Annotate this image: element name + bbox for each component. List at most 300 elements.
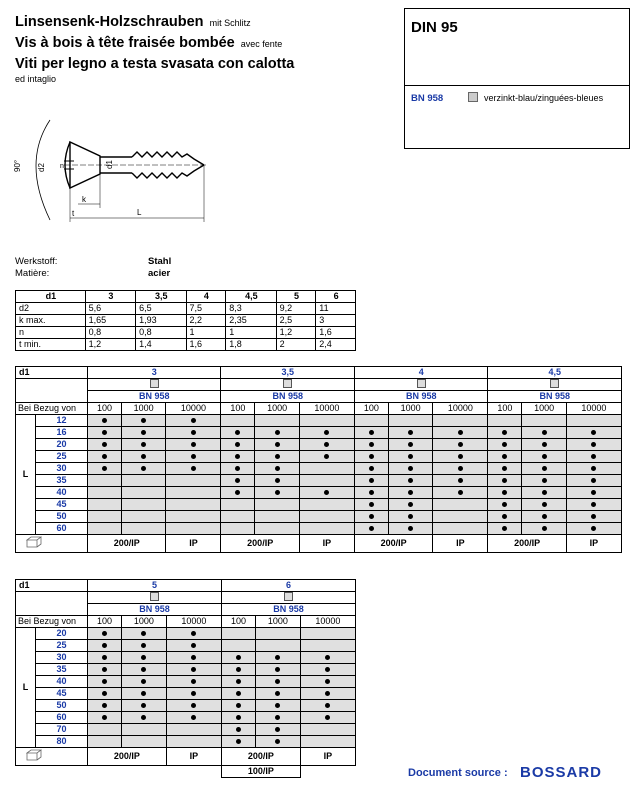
available-dot bbox=[408, 526, 413, 531]
available-dot bbox=[141, 643, 146, 648]
availability-cell bbox=[256, 652, 301, 664]
available-dot bbox=[369, 478, 374, 483]
availability-cell bbox=[300, 676, 355, 688]
availability-cell bbox=[433, 439, 488, 451]
availability-table-1 bbox=[15, 366, 622, 553]
available-dot bbox=[408, 466, 413, 471]
availability-cell bbox=[388, 463, 433, 475]
bn-label: BN 958 bbox=[221, 604, 355, 616]
availability-cell bbox=[354, 475, 388, 487]
availability-cell bbox=[88, 688, 122, 700]
availability-cell bbox=[121, 475, 166, 487]
available-dot bbox=[275, 430, 280, 435]
available-dot bbox=[591, 454, 596, 459]
availability-cell bbox=[256, 676, 301, 688]
availability-cell bbox=[522, 427, 567, 439]
available-dot bbox=[408, 442, 413, 447]
header-size: 4,5 bbox=[226, 291, 276, 303]
finish-swatch bbox=[284, 592, 293, 601]
available-dot bbox=[102, 691, 107, 696]
dim-value: 3 bbox=[316, 315, 356, 327]
availability-cell bbox=[88, 523, 122, 535]
availability-cell bbox=[256, 700, 301, 712]
available-dot bbox=[369, 526, 374, 531]
availability-cell bbox=[488, 451, 522, 463]
length-value: 45 bbox=[36, 499, 88, 511]
availability-cell bbox=[522, 463, 567, 475]
table-row bbox=[16, 327, 356, 339]
availability-cell bbox=[88, 640, 122, 652]
available-dot bbox=[502, 514, 507, 519]
available-dot bbox=[324, 490, 329, 495]
availability-cell bbox=[166, 628, 221, 640]
availability-cell bbox=[433, 427, 488, 439]
title-de: Linsensenk-Holzschrauben mit Schlitz bbox=[15, 14, 251, 30]
dim-value: 2,4 bbox=[316, 339, 356, 351]
availability-cell bbox=[166, 712, 221, 724]
availability-cell bbox=[354, 427, 388, 439]
available-dot bbox=[591, 526, 596, 531]
table-row bbox=[16, 511, 622, 523]
availability-cell bbox=[166, 676, 221, 688]
din-number: DIN 95 bbox=[411, 19, 458, 36]
availability-cell bbox=[166, 700, 221, 712]
availability-cell bbox=[300, 688, 355, 700]
available-dot bbox=[102, 655, 107, 660]
available-dot bbox=[369, 466, 374, 471]
blank-cell bbox=[16, 766, 222, 778]
L-label: L bbox=[16, 415, 36, 535]
availability-cell bbox=[122, 640, 167, 652]
bossard-logo: BOSSARD bbox=[520, 764, 603, 781]
finish-label: verzinkt-blau/zinguées-bleues bbox=[484, 93, 604, 103]
quantity-header: 1000 bbox=[255, 403, 300, 415]
dim-value: 6,5 bbox=[136, 303, 186, 315]
availability-cell bbox=[122, 676, 167, 688]
availability-cell bbox=[121, 427, 166, 439]
available-dot bbox=[408, 478, 413, 483]
length-value: 25 bbox=[36, 451, 88, 463]
packaging-label: IP bbox=[433, 535, 488, 553]
availability-cell bbox=[300, 736, 355, 748]
availability-cell bbox=[566, 487, 621, 499]
available-dot bbox=[502, 430, 507, 435]
availability-cell bbox=[255, 499, 300, 511]
available-dot bbox=[542, 454, 547, 459]
availability-cell bbox=[221, 523, 255, 535]
available-dot bbox=[408, 502, 413, 507]
available-dot bbox=[191, 466, 196, 471]
length-value: 50 bbox=[36, 700, 88, 712]
packaging-icon-cell bbox=[16, 535, 88, 553]
finish-cell bbox=[354, 379, 487, 391]
availability-cell bbox=[122, 652, 167, 664]
length-value: 50 bbox=[36, 511, 88, 523]
available-dot bbox=[369, 514, 374, 519]
availability-cell bbox=[299, 439, 354, 451]
availability-cell bbox=[522, 511, 567, 523]
available-dot bbox=[502, 454, 507, 459]
dim-value: 0,8 bbox=[136, 327, 186, 339]
availability-cell bbox=[488, 523, 522, 535]
available-dot bbox=[408, 490, 413, 495]
availability-cell bbox=[488, 439, 522, 451]
size-header: 3,5 bbox=[221, 367, 354, 379]
packaging-label: IP bbox=[166, 535, 221, 553]
availability-cell bbox=[166, 451, 221, 463]
table-row bbox=[16, 487, 622, 499]
availability-cell bbox=[300, 652, 355, 664]
header-size: 5 bbox=[276, 291, 316, 303]
availability-cell bbox=[121, 439, 166, 451]
availability-cell bbox=[166, 664, 221, 676]
length-value: 40 bbox=[36, 487, 88, 499]
availability-cell bbox=[354, 439, 388, 451]
availability-cell bbox=[488, 415, 522, 427]
available-dot bbox=[275, 691, 280, 696]
availability-cell bbox=[388, 451, 433, 463]
available-dot bbox=[408, 430, 413, 435]
length-value: 25 bbox=[36, 640, 88, 652]
quantity-header: 100 bbox=[221, 403, 255, 415]
availability-cell bbox=[566, 523, 621, 535]
bn-label: BN 958 bbox=[221, 391, 354, 403]
availability-cell bbox=[433, 499, 488, 511]
available-dot bbox=[236, 655, 241, 660]
availability-cell bbox=[354, 499, 388, 511]
availability-cell bbox=[221, 415, 255, 427]
available-dot bbox=[458, 478, 463, 483]
availability-cell bbox=[522, 487, 567, 499]
quantity-header: 100 bbox=[354, 403, 388, 415]
availability-cell bbox=[122, 664, 167, 676]
available-dot bbox=[275, 478, 280, 483]
table-row bbox=[16, 303, 356, 315]
dim-value: 5,6 bbox=[85, 303, 135, 315]
availability-cell bbox=[88, 712, 122, 724]
availability-cell bbox=[221, 463, 255, 475]
availability-cell bbox=[354, 487, 388, 499]
availability-cell bbox=[255, 487, 300, 499]
packaging-label: IP bbox=[566, 535, 621, 553]
table-row bbox=[16, 427, 622, 439]
available-dot bbox=[275, 655, 280, 660]
quantity-header: 1000 bbox=[522, 403, 567, 415]
packaging-label: 200/IP bbox=[88, 535, 166, 553]
availability-cell bbox=[166, 736, 221, 748]
availability-cell bbox=[433, 511, 488, 523]
available-dot bbox=[502, 490, 507, 495]
available-dot bbox=[102, 442, 107, 447]
availability-cell bbox=[255, 451, 300, 463]
availability-cell bbox=[522, 499, 567, 511]
availability-cell bbox=[433, 487, 488, 499]
packaging-label: 200/IP bbox=[488, 535, 566, 553]
available-dot bbox=[325, 703, 330, 708]
dim-value: 2,5 bbox=[276, 315, 316, 327]
svg-text:L: L bbox=[137, 208, 142, 217]
package-icon bbox=[26, 749, 42, 761]
availability-cell bbox=[566, 463, 621, 475]
availability-cell bbox=[88, 463, 122, 475]
dim-value: 1,2 bbox=[276, 327, 316, 339]
title-block bbox=[15, 12, 405, 84]
availability-cell bbox=[166, 499, 221, 511]
available-dot bbox=[591, 514, 596, 519]
available-dot bbox=[191, 454, 196, 459]
availability-cell bbox=[488, 487, 522, 499]
finish-swatch bbox=[150, 379, 159, 388]
dim-value: 0,8 bbox=[85, 327, 135, 339]
dim-value: 1,8 bbox=[226, 339, 276, 351]
dim-value: 1,6 bbox=[316, 327, 356, 339]
title-it: Viti per legno a testa svasata con calotta bbox=[15, 56, 295, 72]
material-labels: Werkstoff: Matière: bbox=[15, 256, 58, 279]
available-dot bbox=[141, 466, 146, 471]
table-row bbox=[16, 499, 622, 511]
availability-cell bbox=[566, 427, 621, 439]
availability-cell bbox=[433, 415, 488, 427]
availability-cell bbox=[566, 511, 621, 523]
availability-cell bbox=[221, 688, 255, 700]
size-header: 6 bbox=[221, 580, 355, 592]
packaging-label: 200/IP bbox=[354, 535, 432, 553]
availability-cell bbox=[122, 628, 167, 640]
dim-value: 1,93 bbox=[136, 315, 186, 327]
available-dot bbox=[275, 703, 280, 708]
d1-label: d1 bbox=[16, 367, 88, 379]
availability-cell bbox=[354, 415, 388, 427]
availability-cell bbox=[221, 700, 255, 712]
available-dot bbox=[542, 442, 547, 447]
availability-cell bbox=[566, 475, 621, 487]
availability-cell bbox=[388, 499, 433, 511]
order-label: Bei Bezug von bbox=[16, 616, 88, 628]
dim-value: 9,2 bbox=[276, 303, 316, 315]
quantity-header: 100 bbox=[88, 403, 122, 415]
availability-cell bbox=[388, 511, 433, 523]
row-label: k max. bbox=[16, 315, 86, 327]
available-dot bbox=[141, 667, 146, 672]
available-dot bbox=[458, 442, 463, 447]
available-dot bbox=[369, 490, 374, 495]
available-dot bbox=[191, 703, 196, 708]
available-dot bbox=[102, 430, 107, 435]
availability-cell bbox=[221, 712, 255, 724]
available-dot bbox=[502, 478, 507, 483]
order-label: Bei Bezug von bbox=[16, 403, 88, 415]
availability-cell bbox=[221, 664, 255, 676]
available-dot bbox=[141, 655, 146, 660]
availability-cell bbox=[166, 652, 221, 664]
finish-swatch bbox=[468, 92, 478, 102]
dim-value: 1 bbox=[186, 327, 226, 339]
finish-swatch bbox=[150, 592, 159, 601]
table-row bbox=[16, 315, 356, 327]
quantity-header: 10000 bbox=[300, 616, 355, 628]
availability-cell bbox=[166, 523, 221, 535]
available-dot bbox=[275, 490, 280, 495]
availability-cell bbox=[433, 475, 488, 487]
svg-text:d2: d2 bbox=[37, 163, 46, 172]
quantity-header: 100 bbox=[488, 403, 522, 415]
available-dot bbox=[141, 679, 146, 684]
quantity-header: 10000 bbox=[166, 616, 221, 628]
availability-cell bbox=[300, 700, 355, 712]
availability-cell bbox=[166, 511, 221, 523]
availability-cell bbox=[255, 427, 300, 439]
available-dot bbox=[325, 679, 330, 684]
bn-label: BN 958 bbox=[354, 391, 487, 403]
availability-cell bbox=[256, 640, 301, 652]
availability-cell bbox=[88, 511, 122, 523]
availability-cell bbox=[88, 676, 122, 688]
availability-cell bbox=[121, 499, 166, 511]
quantity-header: 10000 bbox=[166, 403, 221, 415]
availability-cell bbox=[300, 628, 355, 640]
availability-cell bbox=[256, 628, 301, 640]
length-value: 40 bbox=[36, 676, 88, 688]
availability-cell bbox=[299, 427, 354, 439]
table-row bbox=[16, 523, 622, 535]
availability-cell bbox=[166, 640, 221, 652]
availability-cell bbox=[122, 724, 167, 736]
bn-label: BN 958 bbox=[88, 391, 221, 403]
availability-cell bbox=[566, 439, 621, 451]
blank-cell bbox=[16, 592, 88, 616]
svg-text:t: t bbox=[72, 209, 75, 218]
availability-cell bbox=[88, 439, 122, 451]
table-row bbox=[16, 724, 356, 736]
finish-cell bbox=[488, 379, 622, 391]
packaging-label: 100/IP bbox=[221, 766, 300, 778]
available-dot bbox=[324, 442, 329, 447]
availability-cell bbox=[88, 427, 122, 439]
package-icon bbox=[26, 536, 42, 548]
quantity-header: 1000 bbox=[256, 616, 301, 628]
availability-cell bbox=[300, 724, 355, 736]
availability-cell bbox=[388, 523, 433, 535]
availability-cell bbox=[166, 487, 221, 499]
available-dot bbox=[102, 454, 107, 459]
available-dot bbox=[235, 430, 240, 435]
available-dot bbox=[191, 430, 196, 435]
availability-cell bbox=[88, 475, 122, 487]
available-dot bbox=[141, 430, 146, 435]
availability-table-2 bbox=[15, 579, 356, 778]
screw-drawing bbox=[12, 112, 227, 232]
available-dot bbox=[275, 454, 280, 459]
availability-cell bbox=[221, 451, 255, 463]
svg-text:90°: 90° bbox=[13, 159, 22, 172]
availability-cell bbox=[388, 415, 433, 427]
size-header: 4,5 bbox=[488, 367, 622, 379]
availability-cell bbox=[88, 451, 122, 463]
availability-cell bbox=[256, 712, 301, 724]
length-value: 20 bbox=[36, 628, 88, 640]
availability-cell bbox=[522, 415, 567, 427]
dimensions-table bbox=[15, 290, 356, 351]
bn-number: BN 958 bbox=[411, 93, 444, 104]
availability-cell bbox=[256, 724, 301, 736]
availability-cell bbox=[566, 451, 621, 463]
quantity-header: 100 bbox=[221, 616, 255, 628]
available-dot bbox=[191, 691, 196, 696]
availability-cell bbox=[299, 499, 354, 511]
quantity-header: 10000 bbox=[433, 403, 488, 415]
table-row bbox=[16, 463, 622, 475]
finish-cell bbox=[221, 379, 354, 391]
available-dot bbox=[235, 466, 240, 471]
length-value: 60 bbox=[36, 712, 88, 724]
availability-cell bbox=[354, 463, 388, 475]
available-dot bbox=[324, 454, 329, 459]
document-source-label: Document source : bbox=[408, 767, 508, 779]
available-dot bbox=[191, 643, 196, 648]
available-dot bbox=[458, 430, 463, 435]
blank-cell bbox=[16, 379, 88, 403]
availability-cell bbox=[255, 475, 300, 487]
availability-cell bbox=[299, 523, 354, 535]
available-dot bbox=[141, 454, 146, 459]
availability-cell bbox=[166, 463, 221, 475]
available-dot bbox=[236, 715, 241, 720]
availability-cell bbox=[522, 523, 567, 535]
availability-cell bbox=[221, 511, 255, 523]
header-size: 4 bbox=[186, 291, 226, 303]
available-dot bbox=[102, 679, 107, 684]
table-row bbox=[16, 439, 622, 451]
table-row bbox=[16, 640, 356, 652]
available-dot bbox=[542, 478, 547, 483]
availability-cell bbox=[221, 676, 255, 688]
availability-cell bbox=[299, 463, 354, 475]
dim-value: 2,35 bbox=[226, 315, 276, 327]
available-dot bbox=[275, 667, 280, 672]
availability-cell bbox=[88, 724, 122, 736]
table-row bbox=[16, 415, 622, 427]
length-value: 30 bbox=[36, 652, 88, 664]
available-dot bbox=[235, 442, 240, 447]
availability-cell bbox=[488, 511, 522, 523]
bn-label: BN 958 bbox=[488, 391, 622, 403]
svg-text:d1: d1 bbox=[105, 160, 114, 169]
availability-cell bbox=[121, 451, 166, 463]
length-value: 12 bbox=[36, 415, 88, 427]
packaging-label: 200/IP bbox=[221, 535, 299, 553]
availability-cell bbox=[121, 523, 166, 535]
available-dot bbox=[325, 655, 330, 660]
table-row bbox=[16, 700, 356, 712]
length-value: 35 bbox=[36, 664, 88, 676]
svg-text:n: n bbox=[60, 163, 64, 170]
available-dot bbox=[275, 739, 280, 744]
dim-value: 1 bbox=[226, 327, 276, 339]
dim-value: 1,2 bbox=[85, 339, 135, 351]
title-it-sub: ed intaglio bbox=[15, 74, 57, 84]
availability-cell bbox=[88, 628, 122, 640]
dim-value: 1,65 bbox=[85, 315, 135, 327]
availability-cell bbox=[256, 688, 301, 700]
available-dot bbox=[275, 727, 280, 732]
available-dot bbox=[102, 715, 107, 720]
available-dot bbox=[141, 691, 146, 696]
finish-swatch bbox=[550, 379, 559, 388]
quantity-header: 10000 bbox=[566, 403, 621, 415]
available-dot bbox=[102, 703, 107, 708]
availability-cell bbox=[166, 688, 221, 700]
available-dot bbox=[102, 466, 107, 471]
